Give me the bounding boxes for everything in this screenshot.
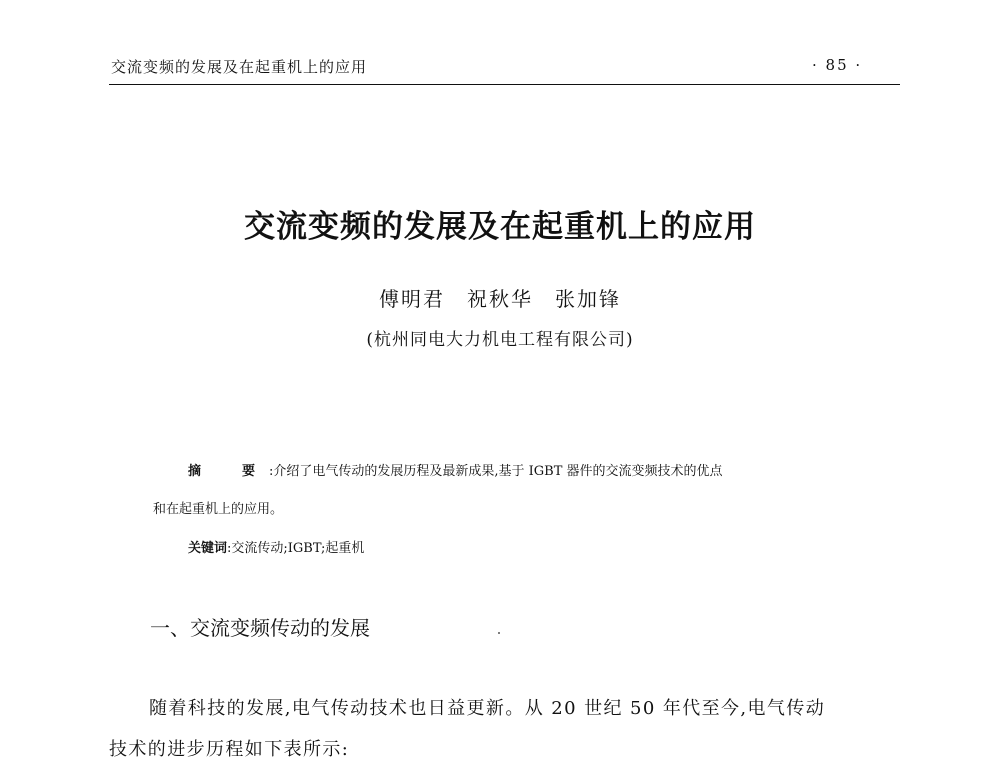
article-title: 交流变频的发展及在起重机上的应用 [244, 209, 756, 245]
abstract-paragraph [188, 460, 723, 479]
body-text-line1: 随着科技的发展,电气传动技术也日益更新。从 20 世纪 50 年代至今,电气传动 [149, 698, 826, 719]
keywords-label: 关键词 [188, 541, 228, 556]
keywords-text: :交流传动;IGBT;起重机 [227, 541, 365, 556]
abstract-text-line1: :介绍了电气传动的发展历程及最新成果,基于 IGBT 器件的交流变频技术的优点 [269, 464, 723, 479]
article-authors: 傅明君 祝秋华 张加锋 [379, 287, 621, 311]
section-heading: 一、交流变频传动的发展 [150, 616, 370, 640]
author-affiliation: (杭州同电大力机电工程有限公司) [366, 330, 634, 350]
running-header-title: 交流变频的发展及在起重机上的应用 [111, 58, 368, 76]
body-text-line2: 技术的进步历程如下表所示: [109, 739, 350, 760]
page-number: · 85 · [812, 56, 863, 74]
abstract-text-line2: 和在起重机上的应用。 [153, 502, 284, 517]
scan-speck [498, 632, 500, 634]
keywords-paragraph [188, 537, 364, 556]
header-rule [109, 84, 900, 85]
abstract-label: 摘 要 [188, 464, 270, 479]
